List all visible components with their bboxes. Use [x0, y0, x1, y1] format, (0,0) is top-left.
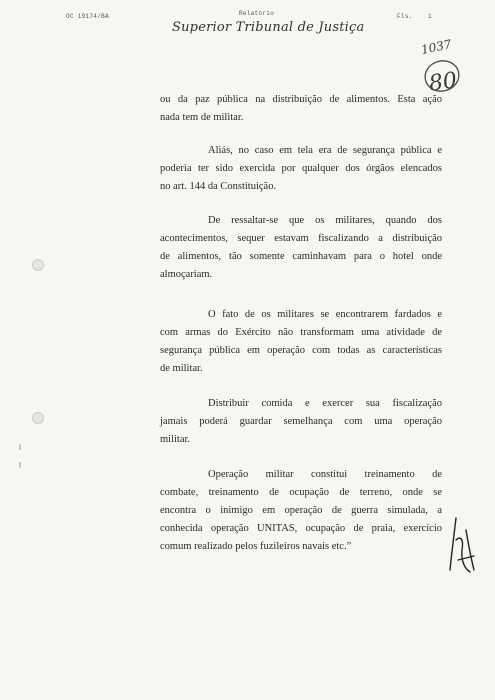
handwritten-folio-number: 80: [427, 68, 459, 97]
page-label: Fls.: [397, 13, 413, 20]
paragraph-line: Aliás, no caso em tela era de segurança pública e: [208, 145, 442, 156]
signature-initials-icon: [440, 510, 480, 580]
paragraph-line: conhecida operação UNITAS, ocupação de praia, exercício: [160, 523, 442, 534]
paragraph-line: combate, treinamento de ocupação de terreno, onde se: [160, 487, 442, 498]
punch-hole-icon: [32, 259, 44, 271]
paragraph-line: militar.: [160, 434, 191, 445]
paragraph-1: [160, 91, 442, 127]
paragraph-line: de militar.: [160, 363, 203, 374]
section-title: Relatório: [239, 10, 275, 17]
paragraph-line: nada tem de militar.: [160, 112, 244, 123]
paragraph-line: jamais poderá guardar semelhança com uma operação: [160, 416, 442, 427]
paragraph-3: [160, 212, 442, 284]
punch-hole-icon: [32, 412, 44, 424]
paragraph-line: O fato de os militares se encontrarem fardados e: [208, 309, 442, 320]
paragraph-line: acontecimentos, sequer estavam fiscalizando a distribuição: [160, 233, 442, 244]
page-number: 1: [428, 13, 432, 20]
paragraph-line: ou da paz pública na distribuição de alimentos. Esta ação: [160, 94, 442, 105]
paragraph-line: de alimentos, tão somente caminhavam para o hotel onde: [160, 251, 442, 262]
court-name: Superior Tribunal de Justiça: [172, 20, 365, 35]
paragraph-line: Operação militar constitui treinamento de: [208, 469, 442, 480]
paragraph-line: poderia ter sido exercida por qualquer dos órgãos elencados: [160, 163, 442, 174]
paragraph-line: comum realizado pelos fuzileiros navais etc.”: [160, 541, 352, 552]
paragraph-line: segurança pública em operação com todas as características: [160, 345, 442, 356]
paragraph-4: [160, 306, 442, 378]
paragraph-line: almoçariam.: [160, 269, 213, 280]
paragraph-line: Distribuir comida e exercer sua fiscalização: [208, 398, 442, 409]
paragraph-line: De ressaltar-se que os militares, quando dos: [208, 215, 442, 226]
paragraph-line: no art. 144 da Constituição.: [160, 181, 277, 192]
paragraph-2: [160, 142, 442, 196]
paragraph-5: [160, 395, 442, 449]
paragraph-line: com armas do Exército não transformam uma atividade de: [160, 327, 442, 338]
paragraph-line: encontra o inimigo em operação de guerra simulada, a: [160, 505, 442, 516]
process-code: OC 19174/BA: [66, 13, 109, 20]
paragraph-6: [160, 466, 442, 556]
margin-mark-icon: [14, 440, 26, 480]
handwritten-page-number: 1037: [419, 36, 453, 58]
